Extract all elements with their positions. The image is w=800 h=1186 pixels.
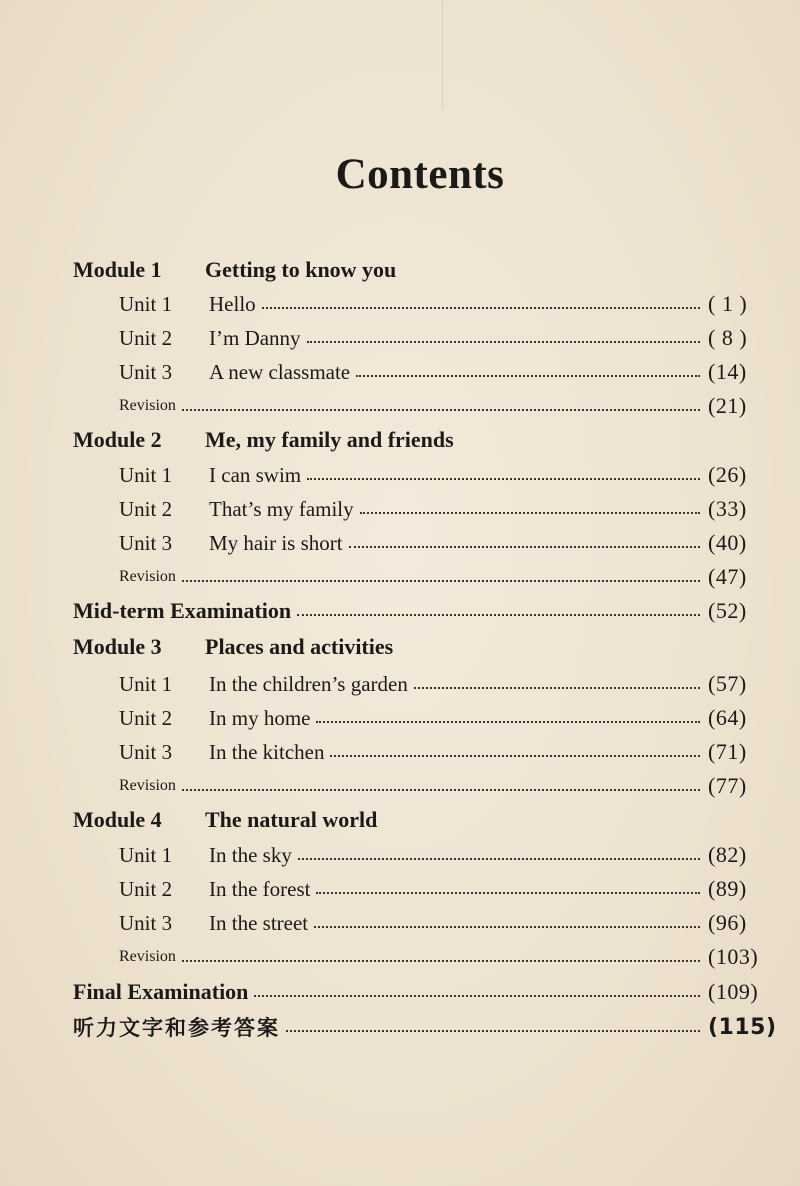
toc-answers-row xyxy=(73,1010,777,1044)
unit-label: Unit 1 xyxy=(119,842,173,867)
unit-label: Unit 3 xyxy=(119,739,173,764)
unit-label: Unit 3 xyxy=(119,530,173,555)
toc-unit-row xyxy=(119,492,770,526)
unit-title: In the street xyxy=(209,910,309,935)
toc-unit-row xyxy=(119,701,770,735)
dot-leader xyxy=(414,687,700,689)
dot-leader xyxy=(356,375,700,377)
module-heading xyxy=(73,427,454,453)
toc-exam-row xyxy=(73,975,770,1009)
unit-title: My hair is short xyxy=(209,530,343,555)
dot-leader xyxy=(330,755,700,757)
dot-leader xyxy=(349,546,700,548)
unit-title: Hello xyxy=(209,291,256,316)
page-number: (47) xyxy=(708,564,747,589)
toc-unit-row xyxy=(119,667,770,701)
dot-leader xyxy=(316,721,700,723)
module-label: Module 3 xyxy=(73,634,162,659)
unit-title: I can swim xyxy=(209,462,302,487)
dot-leader xyxy=(182,960,700,962)
answers-label: 听力文字和参考答案 xyxy=(73,1016,280,1040)
dot-leader xyxy=(182,789,700,791)
module-label: Module 2 xyxy=(73,427,162,452)
toc-module-heading xyxy=(73,803,800,837)
dot-leader xyxy=(254,995,700,997)
dot-leader xyxy=(286,1030,700,1032)
dot-leader xyxy=(307,341,700,343)
unit-title: That’s my family xyxy=(209,496,354,521)
toc-revision-row xyxy=(119,389,770,423)
module-heading xyxy=(73,634,393,660)
toc-unit-row xyxy=(119,355,770,389)
page-number: (89) xyxy=(708,876,747,901)
toc-revision-row xyxy=(119,940,770,974)
module-heading xyxy=(73,257,396,283)
module-name: The natural world xyxy=(205,807,378,832)
page-number: (21) xyxy=(708,393,747,418)
toc-unit-row xyxy=(119,735,770,769)
toc-unit-row xyxy=(119,321,770,355)
dot-leader xyxy=(360,512,700,514)
unit-label: Unit 2 xyxy=(119,705,173,730)
unit-title: I’m Danny xyxy=(209,325,301,350)
dot-leader xyxy=(307,478,700,480)
revision-label: Revision xyxy=(119,948,176,965)
page-number: (109) xyxy=(708,979,759,1004)
page-number: (14) xyxy=(708,359,747,384)
dot-leader xyxy=(316,892,700,894)
unit-label: Unit 2 xyxy=(119,876,173,901)
page-number: (33) xyxy=(708,496,747,521)
unit-title: In the children’s garden xyxy=(209,671,408,696)
toc-module-heading xyxy=(73,630,800,664)
toc-module-heading xyxy=(73,423,800,457)
page-number: (64) xyxy=(708,705,747,730)
unit-title: In the sky xyxy=(209,842,292,867)
toc-revision-row xyxy=(119,769,770,803)
unit-title: A new classmate xyxy=(209,359,351,384)
unit-label: Unit 1 xyxy=(119,291,173,316)
page-number: (71) xyxy=(708,739,747,764)
exam-label: Final Examination xyxy=(73,979,249,1004)
unit-label: Unit 3 xyxy=(119,359,173,384)
unit-label: Unit 3 xyxy=(119,910,173,935)
toc-module-heading xyxy=(73,253,800,287)
module-name: Getting to know you xyxy=(205,257,397,282)
page-number: (82) xyxy=(708,842,747,867)
module-name: Places and activities xyxy=(205,634,394,659)
toc-unit-row xyxy=(119,287,770,321)
toc-unit-row xyxy=(119,906,770,940)
page-number: ( 8 ) xyxy=(708,325,748,350)
page-number: (77) xyxy=(708,773,747,798)
toc-exam-row xyxy=(73,594,770,628)
unit-title: In the forest xyxy=(209,876,311,901)
dot-leader xyxy=(182,409,700,411)
dot-leader xyxy=(298,858,700,860)
dot-leader xyxy=(182,580,700,582)
exam-label: Mid-term Examination xyxy=(73,598,292,623)
page-number: (57) xyxy=(708,671,747,696)
module-name: Me, my family and friends xyxy=(205,427,454,452)
unit-label: Unit 1 xyxy=(119,462,173,487)
toc-unit-row xyxy=(119,458,770,492)
page-number: (103) xyxy=(708,944,759,969)
toc-unit-row xyxy=(119,838,770,872)
revision-label: Revision xyxy=(119,777,176,794)
unit-title: In my home xyxy=(209,705,311,730)
module-label: Module 4 xyxy=(73,807,162,832)
module-label: Module 1 xyxy=(73,257,162,282)
dot-leader xyxy=(262,307,700,309)
toc-unit-row xyxy=(119,526,770,560)
toc-unit-row xyxy=(119,872,770,906)
page-number: (115) xyxy=(708,1014,777,1040)
revision-label: Revision xyxy=(119,397,176,414)
page-number: (96) xyxy=(708,910,747,935)
unit-label: Unit 2 xyxy=(119,325,173,350)
module-heading xyxy=(73,807,377,833)
page-number: (40) xyxy=(708,530,747,555)
unit-title: In the kitchen xyxy=(209,739,325,764)
page-title: Contents xyxy=(335,151,505,198)
page-number: (26) xyxy=(708,462,747,487)
toc-revision-row xyxy=(119,560,770,594)
dot-leader xyxy=(297,614,700,616)
page-number: (52) xyxy=(708,598,747,623)
dot-leader xyxy=(314,926,700,928)
page-number: ( 1 ) xyxy=(708,291,748,316)
unit-label: Unit 2 xyxy=(119,496,173,521)
unit-label: Unit 1 xyxy=(119,671,173,696)
revision-label: Revision xyxy=(119,568,176,585)
